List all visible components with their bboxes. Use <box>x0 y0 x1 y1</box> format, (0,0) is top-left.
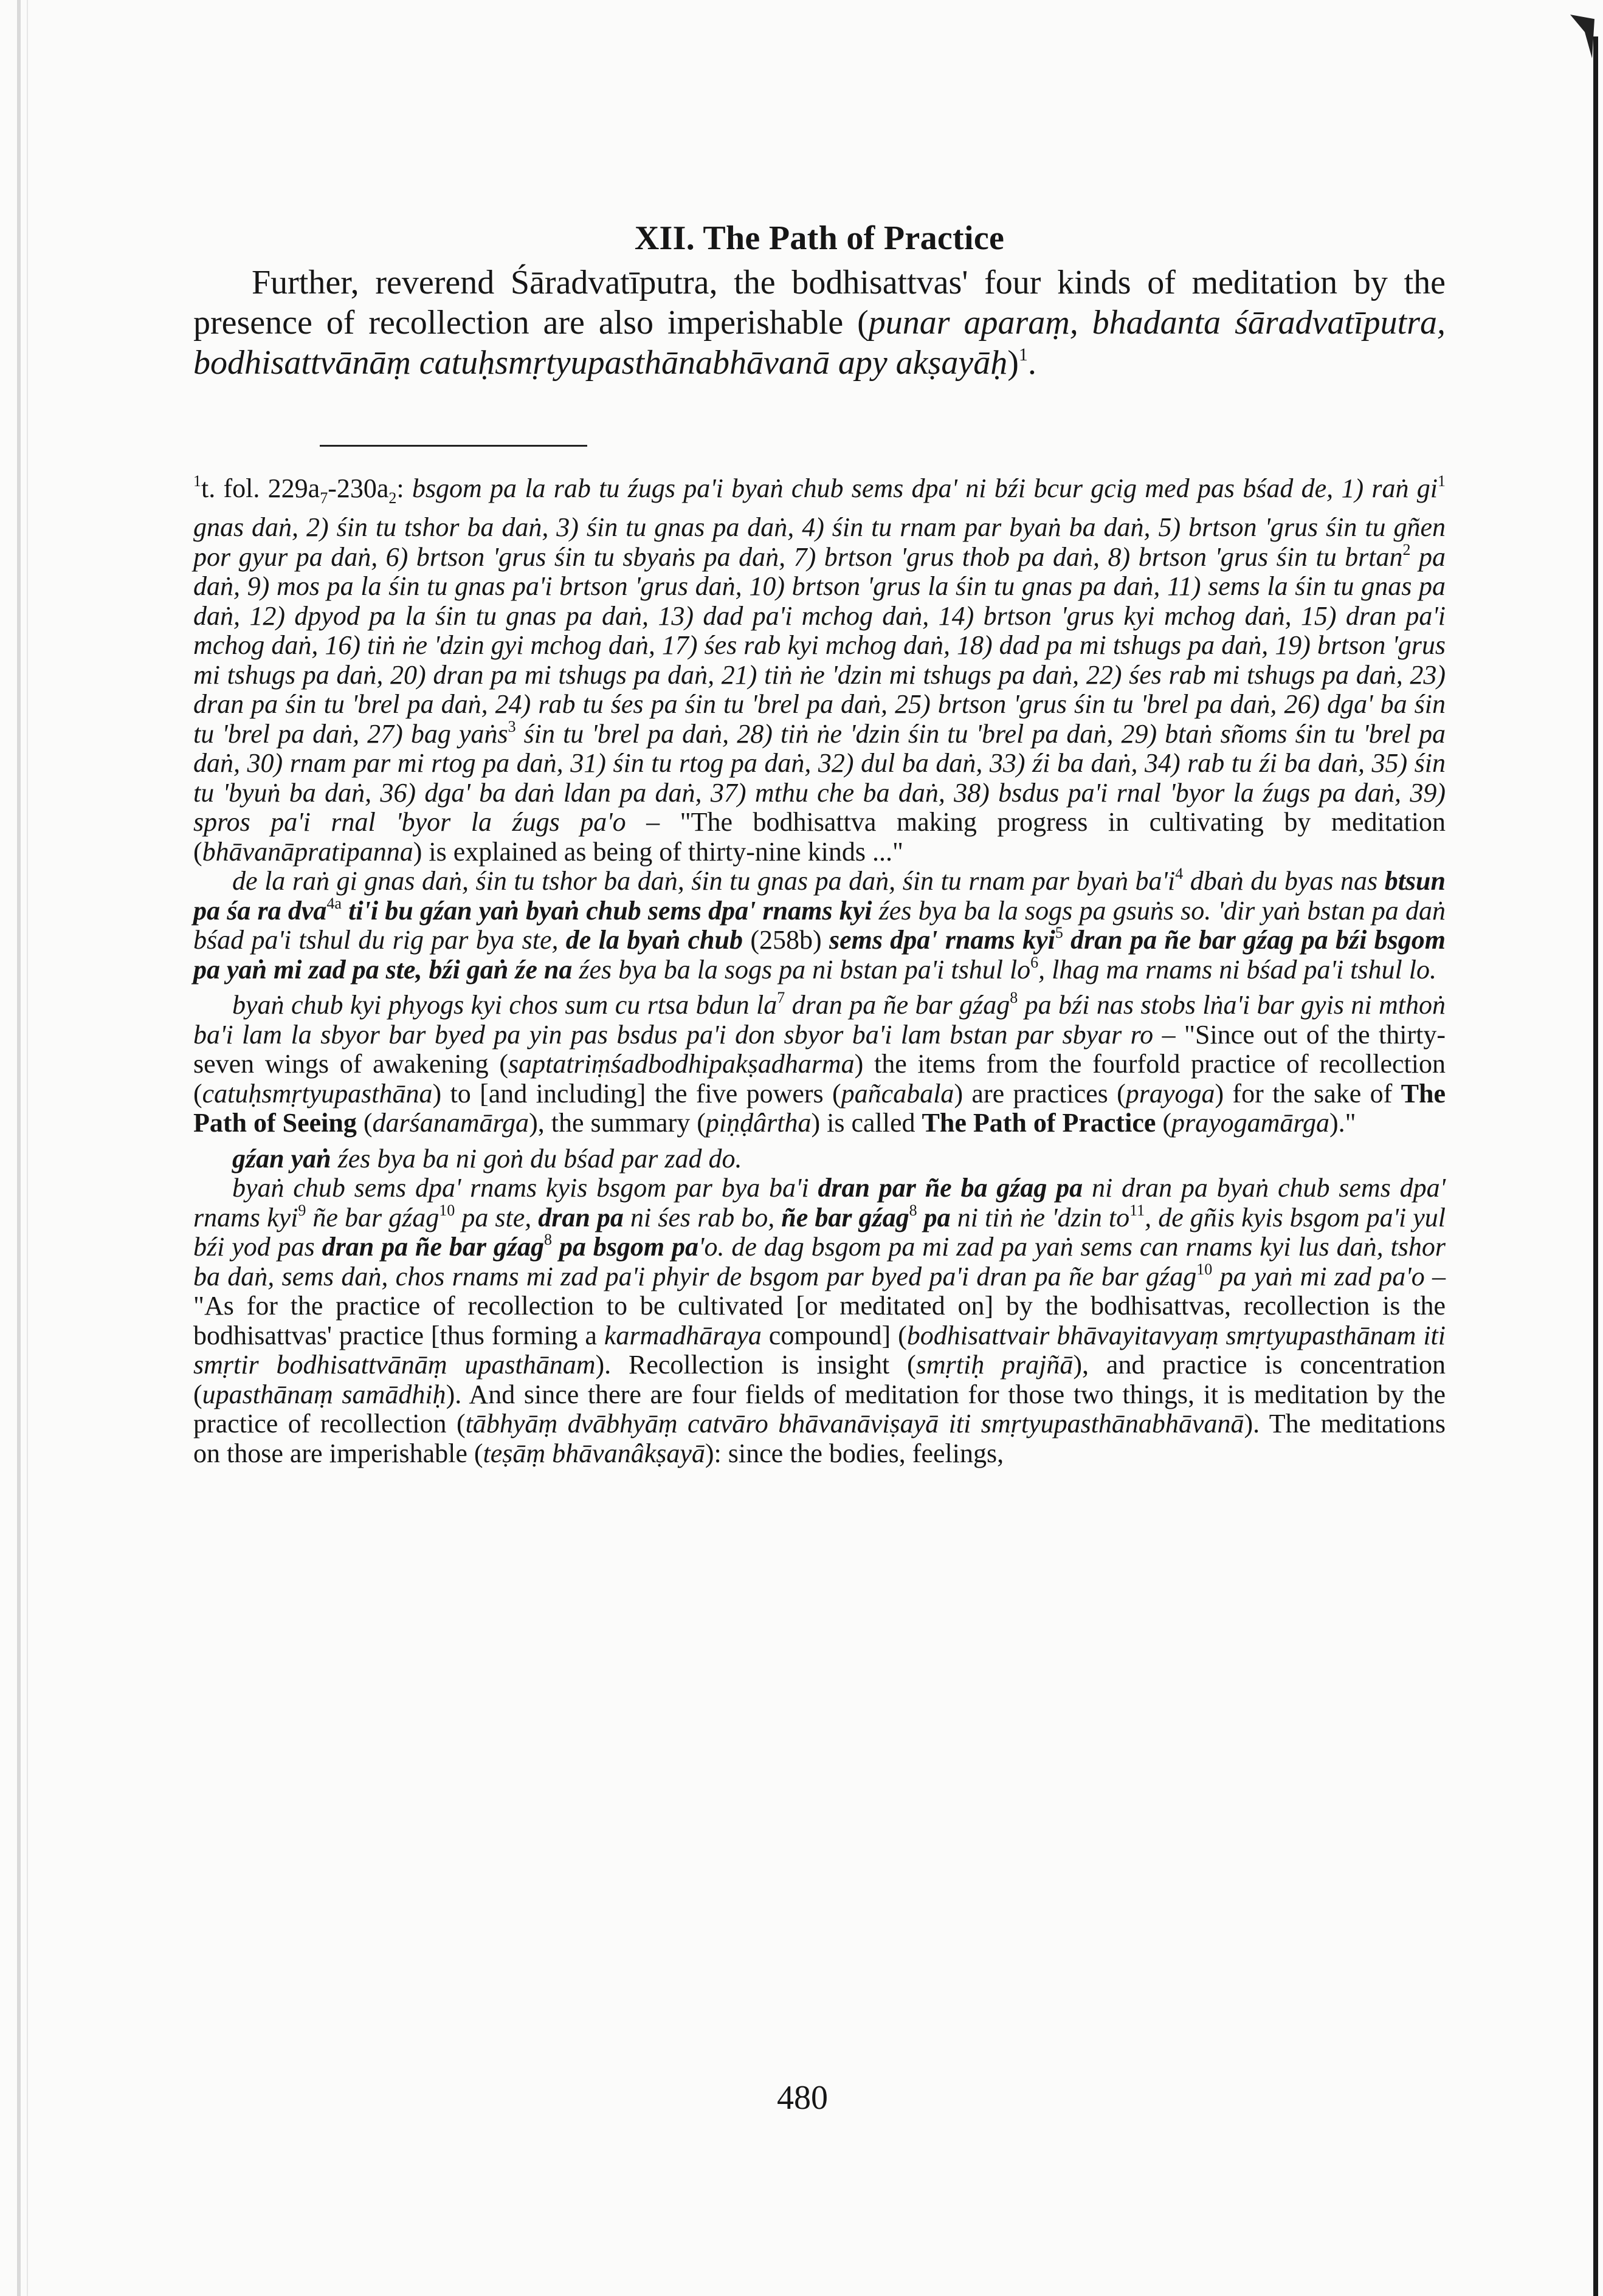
footnotes <box>193 474 1446 1468</box>
scan-corner-mark <box>1570 15 1594 58</box>
commentary-paragraph-4: byaṅ chub sems dpa' rnams kyis bsgom par bya ba'i dran par ñe ba gźag pa ni dran pa byaṅ chub sems dpa' rnams kyi$^9$ ñe bar gźag$^{10}$ pa ste, dran pa ni śes rab bo, ñe bar gźag$^8$ pa ni tiṅ ṅe 'dzin $to^{11}$, de gñis kyis bsgom pa'i yul bźi yod pas dran pa ñe bar gźag$^8$ pa bsgom pa'o. de dag bsgom pa mi zad pa yaṅ sems can rnams kyi lus daṅ, tshor ba daṅ, sems daṅ, chos rnams mi zad pa'i phyir de bsgom par byed pa'i dran pa ñe bar gźag$^{10}$ pa yaṅ mi zad pa'o – "As for the practice of recollection to be cultivated [or meditated on] by the bodhisattvas, recollection is the bodhisattvas' practice [thus forming a karmadhāraya compound] (bodhisattvair bhāvayitavyaṃ smṛtyupasthānam iti smṛtir bodhisattvānāṃ upasthānam). Recollection is insight (smṛtiḥ prajñā), and practice is concentration (upasthānaṃ samādhiḥ). And since there are four fields of meditation for those two things, it is meditation by the practice of recollection (tābhyāṃ dvābhyāṃ catvāro bhāvanāviṣayā iti smṛtyupasthānabhāvanā). The meditations on those are imperishable (teṣāṃ bhāvanâkṣayā): since the bodies, feelings, <box>193 1173 1446 1468</box>
page-number: 480 <box>777 2079 828 2117</box>
scan-edge-left <box>17 0 21 2296</box>
section-title: XII. The Path of Practice <box>634 219 1005 257</box>
footnote-separator <box>320 445 587 447</box>
scan-edge-right <box>1593 36 1598 2296</box>
commentary-paragraph-3: gźan yaṅ źes bya ba ni goṅ du bśad par zad do. <box>232 1143 742 1174</box>
opening-paragraph: Further, reverend Śāradvatīputra, the bodhisattvas' four kinds of meditation by the presence of recollection are also imperishable (punar aparaṃ, bhadanta śāradvatīputra, bodhisattvānāṃ catuḥsmṛtyupasthānabhāvanā apy akṣayāḥ)$^1$. <box>193 264 1446 382</box>
footnote-1: $^1$t. fol. $229a_7-230a_2$: bsgom pa la rab tu źugs pa'i byaṅ chub sems dpa' ni bźi bcur gcig med pas bśad de, 1) raṅ $gi^1$ gnas daṅ, 2) śin tu tshor ba daṅ, 3) śin tu gnas pa daṅ, 4) śin tu rnam par byaṅ ba daṅ, 5) brtson 'grus śin tu gñen por gyur pa daṅ, 6) brtson 'grus śin tu sbyaṅs pa daṅ, 7) brtson 'grus thob pa daṅ, 8) brtson 'grus śin tu brtan$^2$ pa daṅ, 9) mos pa la śin tu gnas pa'i brtson 'grus daṅ, 10) brtson 'grus la śin tu gnas pa daṅ, 11) sems la śin tu gnas pa daṅ, 12) dpyod pa la śin tu gnas pa daṅ, 13) dad pa'i mchog daṅ, 14) brtson 'grus kyi mchog daṅ, 15) dran pa'i mchog daṅ, 16) tiṅ ṅe 'dzin gyi mchog daṅ, 17) śes rab kyi mchog daṅ, 18) dad pa mi tshugs pa daṅ, 19) brtson 'grus mi tshugs pa daṅ, 20) dran pa mi tshugs pa daṅ, 21) tiṅ ṅe 'dzin mi tshugs pa daṅ, 22) śes rab mi tshugs pa daṅ, 23) dran pa śin tu 'brel pa daṅ, 24) rab tu śes pa śin tu 'brel pa daṅ, 25) brtson 'grus śin tu 'brel pa daṅ, 26) dga' ba śin tu 'brel pa daṅ, 27) bag yaṅs$^3$ śin tu 'brel pa daṅ, 28) tiṅ ṅe 'dzin śin tu 'brel pa daṅ, 29) btaṅ sñoms śin tu 'brel pa daṅ, 30) rnam par mi rtog pa daṅ, 31) śin tu rtog pa daṅ, 32) dul ba daṅ, 33) źi ba daṅ, 34) rab tu źi ba daṅ, 35) śin tu 'byuṅ ba daṅ, 36) dga' ba daṅ ldan pa daṅ, 37) mthu che ba daṅ, 38) bsdus pa'i rnal 'byor la źugs pa daṅ, 39) spros pa'i rnal 'byor la źugs pa'o – "The bodhisattva making progress in cultivating by meditation (bhāvanāpratipanna) is explained as being of thirty-nine kinds ..." <box>193 472 1446 867</box>
scan-edge-left-faint <box>27 0 28 2296</box>
commentary-paragraph-1: de la raṅ gi gnas daṅ, śin tu tshor ba daṅ, śin tu gnas pa daṅ, śin tu rnam par byaṅ $ba'i^4$ dbaṅ du byas nas btsun pa śa ra dva$^{4a}$ ti'i bu gźan yaṅ byaṅ chub sems dpa' rnams kyi źes bya ba la sogs pa gsuṅs so. 'dir yaṅ bstan pa daṅ bśad pa'i tshul du rig par bya ste, de la byaṅ chub (258b) sems dpa' rnams kyi$^5$ dran pa ñe bar gźag pa bźi bsgom pa yaṅ mi zad pa ste, bźi gaṅ źe na źes bya ba la sogs pa ni bstan pa'i tshul $lo^6$, lhag ma rnams ni bśad pa'i tshul lo. <box>193 865 1446 985</box>
main-text <box>193 219 1446 383</box>
commentary-paragraph-2: byaṅ chub kyi phyogs kyi chos sum cu rtsa bdun $la^7$ dran pa ñe bar gźag$^8$ pa bźi nas stobs lṅa'i bar gyis ni mthoṅ ba'i lam la sbyor bar byed pa yin pas bsdus pa'i don sbyor ba'i lam bstan par sbyar ro – "Since out of the thirty-seven wings of awakening (saptatriṃśadbodhipakṣadharma) the items from the fourfold practice of recollection (catuḥsmṛtyupasthāna) to [and including] the five powers (pañcabala) are practices (prayoga) for the sake of The Path of Seeing (darśanamārga), the summary (piṇḍârtha) is called The Path of Practice (prayogamārga)." <box>193 989 1446 1138</box>
footnote-ref[interactable]: 1 <box>1018 345 1028 365</box>
